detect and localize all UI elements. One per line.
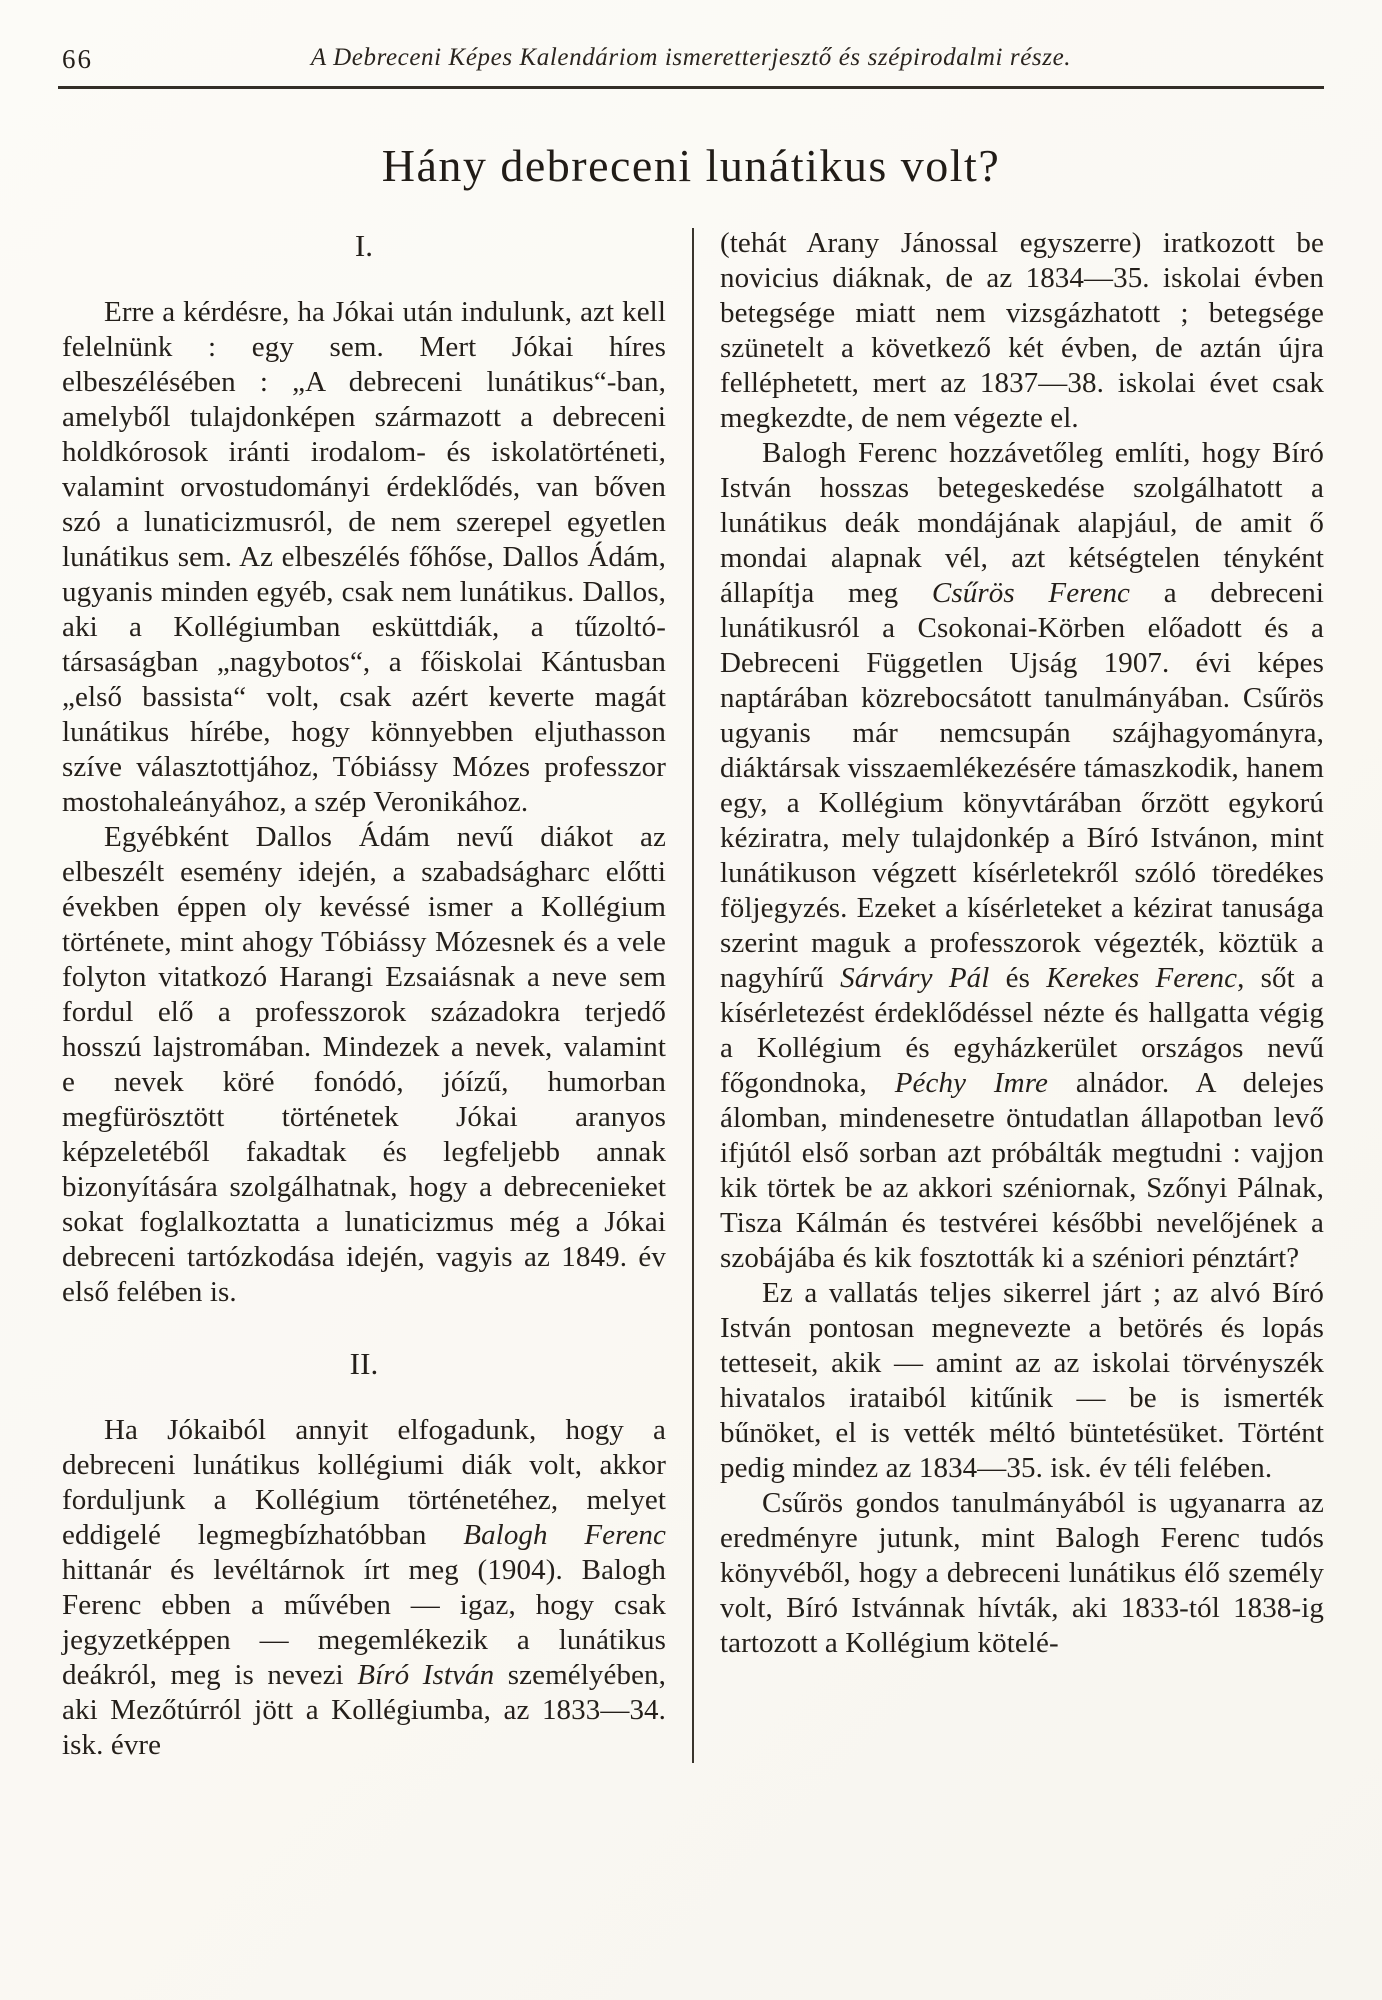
page-number: 66 [62, 44, 93, 74]
text-run: Csűrös gondos tanulmányából is ugyanarra az eredményre jutunk, mint Balogh Ferenc tudós könyvéből, hogy a debreceni lunátikus élő személy volt, Bíró Istvánnak hívták, aki 1833-tól 1838-ig tartozott a Kollégium kötelé- [720, 1487, 1324, 1659]
italic-text-run: Péchy Imre [894, 1067, 1048, 1099]
text-columns [0, 192, 1382, 1763]
text-run: Ha Jókaiból annyit elfogadunk, hogy a debreceni lunátikus kollégiumi diák volt, akkor forduljunk a Kollégium történetéhez, melyet eddigelé legmegbízhatóbban [62, 1414, 666, 1551]
italic-text-run: Bíró István [357, 1659, 495, 1691]
text-run: Erre a kérdésre, ha Jókai után indulunk, azt kell felelnünk : egy sem. Mert Jókai híres elbeszélésében : „A debreceni lunátikus“-ban, amelyből tulajdonképen származott a debreceni holdkórosok iránti irodalom- és iskolatörténeti, valamint orvostudományi érdeklődés, van bőven szó a lunaticizmusról, de nem szerepel egyetlen lunátikus sem. Az elbeszélés főhőse, Dallos Ádám, ugyanis minden egyéb, csak nem lunátikus. Dallos, aki a Kollégiumban esküttdiák, a tűzoltó-társaságban „nagybotos“, a főiskolai Kántusban „első bassista“ volt, csak azért keverte magát lunátikus hírébe, hogy könnyebben eljuthasson szíve választottjához, Tóbiássy Mózes professzor mostohaleányához, a szép Veronikához. [62, 296, 666, 818]
running-title: A Debreceni Képes Kalendáriom ismeretterjesztő és szépirodalmi része. [310, 44, 1072, 71]
column-right [720, 226, 1324, 1763]
text-run: Balogh Ferenc hozzávetőleg említi, hogy Bíró István hosszas betegeskedése szolgálhatott a lunátikus deák mondájának alapjául, de amit ő mondai alapnak vél, azt kétségtelen tényként állapítja meg [720, 437, 1324, 609]
text-run: hittanár és levéltárnok írt meg (1904). Balogh Ferenc ebben a művében — igaz, hogy csak jegyzetképpen — megemlékezik a lunátikus deákról, meg is nevezi [62, 1554, 666, 1691]
column-left [62, 226, 666, 1763]
italic-text-run: Csűrös Ferenc [931, 577, 1131, 609]
text-run: Ez a vallatás teljes sikerrel járt ; az alvó Bíró István pontosan megnevezte a betörés és lopás tetteseit, akik — amint az az iskolai törvényszék hivatalos irataiból kitűnik — be is ismerték bűnöket, el is vették méltó büntetésüket. Történt pedig mindez az 1834—35. isk. év téli felében. [720, 1277, 1324, 1484]
text-run: Egyébként Dallos Ádám nevű diákot az elbeszélt esemény idején, a szabadságharc előtti években éppen oly kevéssé ismer a Kollégium története, mint ahogy Tóbiássy Mózesnek és a vele folyton vitatkozó Harangi Ezsaiásnak a neve sem fordul elő a professzorok századokra terjedő hosszú lajstromában. Mindezek a nevek, valamint e nevek köré fonódó, jóízű, humorban megfürösztött történetek Jókai aranyos képzeletéből fakadtak és legfeljebb annak bizonyítására szolgálhatnak, hogy a debrecenieket sokat foglalkoztatta a lunaticizmus még a Jókai debreceni tartózkodása idején, vagyis az 1849. év első felében is. [62, 821, 666, 1308]
article-title: Hány debreceni lunátikus volt? [381, 140, 1001, 191]
paragraph [720, 436, 1324, 1276]
text-run: , sőt a kísérletezést érdeklődéssel nézte és hallgatta végig a Kollégium és egyházkerület országos nevű főgondnoka, [720, 962, 1325, 1099]
column-divider [692, 228, 694, 1763]
italic-text-run: Kerekes Ferenc [1046, 962, 1238, 994]
paragraph [720, 1276, 1324, 1486]
italic-text-run: Balogh Ferenc [463, 1519, 666, 1551]
text-run: és [989, 962, 1047, 994]
paragraph [720, 1486, 1324, 1661]
text-run: (tehát Arany Jánossal egyszerre) iratkozott be novicius diáknak, de az 1834—35. iskolai évben betegsége miatt nem vizsgázhatott ; betegsége szünetelt a következő két évben, de aztán újra felléphetett, mert az 1837—38. iskolai évet csak megkezdte, de nem végezte el. [720, 227, 1324, 434]
text-run: a debreceni lunátikusról a Csokonai-Körben előadott és a Debreceni Független Ujság 1907. évi képes naptárában közrebocsátott tanulmányában. Csűrös ugyanis már nemcsupán szájhagyományra, diáktársak visszaemlékezésére támaszkodik, hanem egy, a Kollégium könyvtárában őrzött egykorú kéziratra, mely tulajdonkép a Bíró Istvánon, mint lunátikuson végzett kísérletekről szóló töredékes följegyzés. Ezeket a kísérleteket a kézirat tanusága szerint maguk a professzorok végezték, köztük a nagyhírű [720, 577, 1324, 994]
text-run: személyében, aki Mezőtúrról jött a Kollégiumba, az 1833—34. isk. évre [62, 1659, 667, 1761]
section-heading: I. [354, 228, 374, 263]
text-run: alnádor. A delejes álomban, mindenesetre öntudatlan állapotban levő ifjútól első sorban azt próbálták megtudni : vajjon kik törtek be az akkori széniornak, Szőnyi Pálnak, Tisza Kálmán és testvérei későbbi nevelőjének a szobájába és kik fosztották ki a széniori pénztárt? [720, 1067, 1325, 1274]
paragraph [62, 820, 666, 1310]
paragraph [62, 1413, 666, 1763]
paragraph [62, 295, 666, 820]
page-header [0, 0, 1382, 78]
paragraph [720, 226, 1324, 436]
italic-text-run: Sárváry Pál [840, 962, 990, 994]
header-rule [58, 86, 1324, 89]
section-heading: II. [349, 1346, 379, 1381]
